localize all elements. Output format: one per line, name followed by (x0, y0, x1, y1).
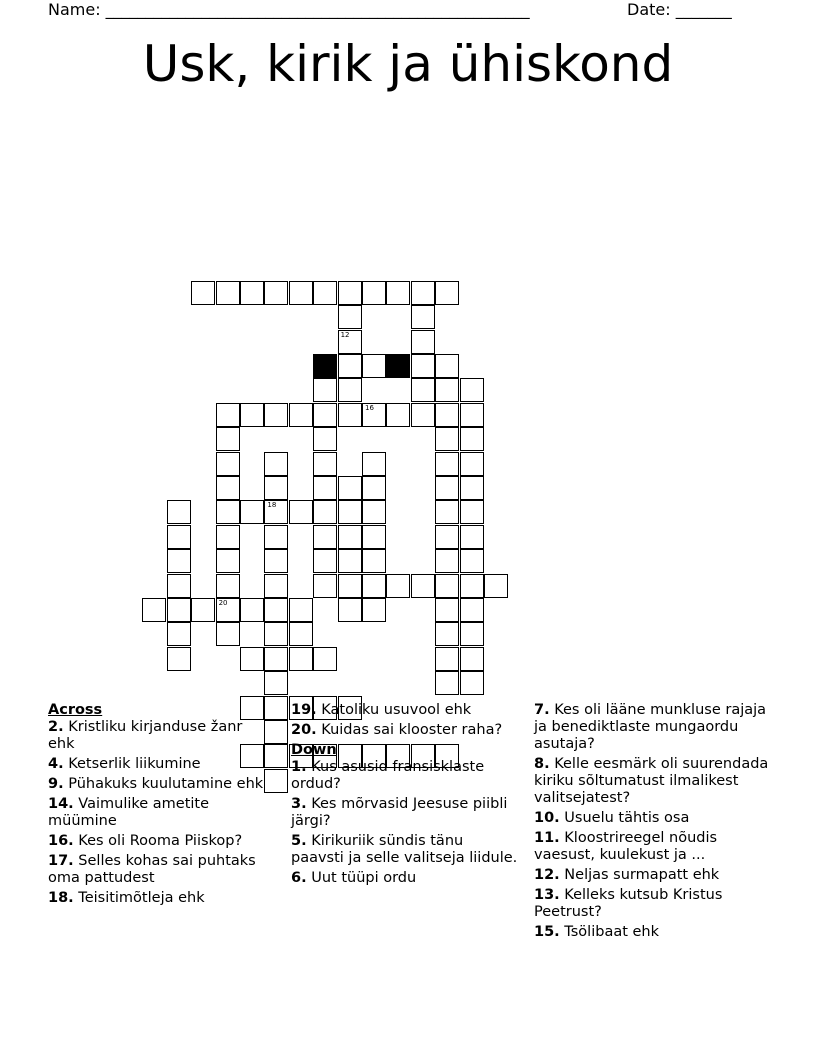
crossword-cell[interactable] (362, 476, 386, 500)
clue-item (48, 853, 273, 887)
clue-item (291, 796, 519, 830)
crossword-cell[interactable] (460, 549, 484, 573)
clue-number: 12 (340, 330, 350, 339)
crossword-cell[interactable] (435, 647, 459, 671)
clue-item-number: 16. (48, 833, 74, 849)
crossword-cell[interactable] (313, 476, 337, 500)
clue-item (291, 759, 519, 793)
crossword-cell[interactable] (313, 403, 337, 427)
crossword-cell[interactable] (167, 525, 191, 549)
clue-item-text: Ketserlik liikumine (68, 756, 201, 772)
date-field-label: Date: _______ (627, 0, 732, 19)
crossword-cell[interactable] (216, 403, 240, 427)
crossword-cell[interactable] (338, 281, 362, 305)
clue-item-number: 20. (291, 722, 317, 738)
crossword-cell[interactable] (435, 452, 459, 476)
crossword-cell[interactable] (289, 598, 313, 622)
crossword-cell[interactable] (167, 549, 191, 573)
crossword-cell[interactable] (264, 452, 288, 476)
crossword-cell[interactable] (264, 281, 288, 305)
clues-column-2 (291, 702, 519, 890)
crossword-cell[interactable] (435, 598, 459, 622)
crossword-cell[interactable] (167, 598, 191, 622)
crossword-cell[interactable] (289, 403, 313, 427)
crossword-cell[interactable] (191, 598, 215, 622)
crossword-cell[interactable] (362, 452, 386, 476)
crossword-cell[interactable] (435, 549, 459, 573)
crossword-cell[interactable] (289, 281, 313, 305)
crossword-cell[interactable] (264, 622, 288, 646)
crossword-cell[interactable] (460, 427, 484, 451)
crossword-cell[interactable] (313, 574, 337, 598)
crossword-cell[interactable] (362, 525, 386, 549)
crossword-cell[interactable] (484, 574, 508, 598)
crossword-cell[interactable] (167, 574, 191, 598)
clue-item (291, 702, 519, 719)
crossword-cell[interactable] (264, 500, 288, 524)
crossword-cell[interactable] (386, 403, 410, 427)
clue-item-text: Pühakuks kuulutamine ehk (68, 776, 264, 792)
crossword-cell[interactable] (264, 476, 288, 500)
crossword-cell[interactable] (313, 525, 337, 549)
crossword-cell[interactable] (216, 427, 240, 451)
clue-item (291, 722, 519, 739)
crossword-cell[interactable] (411, 574, 435, 598)
crossword-cell[interactable] (460, 452, 484, 476)
clue-item-text: Tsölibaat ehk (564, 924, 660, 940)
clues-column-1 (48, 702, 273, 910)
crossword-cell[interactable] (289, 622, 313, 646)
crossword-cell[interactable] (362, 281, 386, 305)
crossword-cell[interactable] (411, 281, 435, 305)
crossword-cell[interactable] (411, 330, 435, 354)
crossword-cell[interactable] (313, 647, 337, 671)
clue-number: 15 (389, 355, 399, 363)
crossword-cell[interactable] (411, 354, 435, 378)
clue-item (48, 756, 273, 773)
crossword-cell[interactable] (338, 598, 362, 622)
clue-item-number: 2. (48, 719, 64, 735)
clue-item-text: Teisitimõtleja ehk (78, 890, 205, 906)
clue-item-text: Katoliku usuvool ehk (321, 702, 472, 718)
crossword-cell[interactable] (313, 500, 337, 524)
crossword-cell[interactable] (313, 427, 337, 451)
clue-item-text: Kelle eesmärk oli suurendada kiriku sõltumatust ilmalikest valitsejatest? (534, 756, 769, 806)
clue-item (534, 756, 774, 807)
clue-item-number: 18. (48, 890, 74, 906)
crossword-cell[interactable] (216, 525, 240, 549)
crossword-cell[interactable] (338, 330, 362, 354)
crossword-cell[interactable] (167, 647, 191, 671)
crossword-cell[interactable] (338, 403, 362, 427)
black-square (313, 354, 337, 378)
crossword-cell[interactable] (191, 281, 215, 305)
crossword-cell[interactable] (411, 403, 435, 427)
black-square (386, 354, 410, 378)
clue-item-text: Kirikuriik sündis tänu paavsti ja selle valitseja liidule. (291, 833, 518, 866)
crossword-cell[interactable] (435, 671, 459, 695)
crossword-cell[interactable] (338, 525, 362, 549)
crossword-cell[interactable] (460, 598, 484, 622)
crossword-cell[interactable] (386, 574, 410, 598)
crossword-cell[interactable] (435, 574, 459, 598)
page-title: Usk, kirik ja ühiskond (142, 35, 674, 93)
crossword-cell[interactable] (460, 378, 484, 402)
crossword-cell[interactable] (362, 598, 386, 622)
clue-item (48, 833, 273, 850)
crossword-cell[interactable] (362, 500, 386, 524)
clue-item-number: 9. (48, 776, 64, 792)
crossword-cell[interactable] (460, 500, 484, 524)
crossword-cell[interactable] (142, 598, 166, 622)
clue-item-number: 19. (291, 702, 317, 718)
crossword-cell[interactable] (435, 500, 459, 524)
clue-item (534, 887, 774, 921)
crossword-cell[interactable] (216, 622, 240, 646)
crossword-cell[interactable] (386, 281, 410, 305)
crossword-cell[interactable] (435, 378, 459, 402)
crossword-cell[interactable] (264, 647, 288, 671)
crossword-cell[interactable] (460, 403, 484, 427)
crossword-cell[interactable] (435, 354, 459, 378)
crossword-cell[interactable] (338, 549, 362, 573)
clue-item-number: 10. (534, 810, 560, 826)
clue-item-number: 12. (534, 867, 560, 883)
clue-item-number: 4. (48, 756, 64, 772)
crossword-cell[interactable] (362, 403, 386, 427)
clue-item (48, 796, 273, 830)
crossword-cell[interactable] (216, 452, 240, 476)
clue-item (534, 810, 774, 827)
clue-item-number: 17. (48, 853, 74, 869)
crossword-cell[interactable] (460, 647, 484, 671)
crossword-cell[interactable] (216, 500, 240, 524)
crossword-cell[interactable] (435, 476, 459, 500)
crossword-cell[interactable] (240, 598, 264, 622)
clue-item-text: Kuidas sai klooster raha? (321, 722, 503, 738)
clue-item-number: 11. (534, 830, 560, 846)
crossword-cell[interactable] (362, 549, 386, 573)
crossword-cell[interactable] (362, 354, 386, 378)
clue-item-text: Selles kohas sai puhtaks oma pattudest (48, 853, 256, 886)
clue-item-text: Usuelu tähtis osa (564, 810, 690, 826)
clue-item-number: 5. (291, 833, 307, 849)
clue-item (291, 833, 519, 867)
clue-number: 20 (218, 599, 228, 607)
clue-item (534, 702, 774, 753)
crossword-cell[interactable] (435, 403, 459, 427)
crossword-cell[interactable] (289, 647, 313, 671)
crossword-cell[interactable] (240, 647, 264, 671)
crossword-cell[interactable] (216, 549, 240, 573)
crossword-cell[interactable] (338, 305, 362, 329)
clue-item-text: Neljas surmapatt ehk (564, 867, 720, 883)
clue-item-text: Kelleks kutsub Kristus Peetrust? (534, 887, 723, 920)
clue-item-text: Kus asusid fransisklaste ordud? (291, 759, 485, 792)
crossword-cell[interactable] (362, 574, 386, 598)
crossword-cell[interactable] (216, 574, 240, 598)
clue-item-number: 7. (534, 702, 550, 718)
crossword-cell[interactable] (338, 476, 362, 500)
across-heading: Across (48, 702, 103, 718)
crossword-cell[interactable] (338, 574, 362, 598)
crossword-cell[interactable] (240, 500, 264, 524)
crossword-cell[interactable] (264, 549, 288, 573)
crossword-cell[interactable] (411, 305, 435, 329)
clue-item-number: 6. (291, 870, 307, 886)
crossword-cell[interactable] (435, 427, 459, 451)
crossword-cell[interactable] (435, 525, 459, 549)
crossword-cell[interactable] (313, 452, 337, 476)
crossword-cell[interactable] (313, 378, 337, 402)
clue-item-number: 15. (534, 924, 560, 940)
clue-item-number: 14. (48, 796, 74, 812)
crossword-cell[interactable] (313, 281, 337, 305)
down-heading: Down (291, 742, 337, 758)
crossword-cell[interactable] (216, 476, 240, 500)
clue-item (534, 830, 774, 864)
clue-item-number: 13. (534, 887, 560, 903)
clue-item (48, 890, 273, 907)
crossword-cell[interactable] (460, 574, 484, 598)
clue-item (48, 719, 273, 753)
clue-item-text: Kloostrireegel nõudis vaesust, kuulekust ja ... (534, 830, 718, 863)
clue-number: 18 (267, 501, 277, 510)
clue-item (534, 867, 774, 884)
clue-item-number: 1. (291, 759, 307, 775)
crossword-cell[interactable] (435, 281, 459, 305)
crossword-cell[interactable] (264, 574, 288, 598)
name-field-label: Name: _____________________________________________________ (48, 0, 530, 19)
clue-item-text: Kes mõrvasid Jeesuse piibli järgi? (291, 796, 508, 829)
clue-item-number: 8. (534, 756, 550, 772)
crossword-cell[interactable] (264, 598, 288, 622)
crossword-cell[interactable] (460, 622, 484, 646)
crossword-cell[interactable] (264, 525, 288, 549)
clues-column-3 (534, 702, 774, 944)
crossword-cell[interactable] (435, 622, 459, 646)
crossword-cell[interactable] (240, 403, 264, 427)
crossword-cell[interactable] (264, 403, 288, 427)
crossword-cell[interactable] (216, 598, 240, 622)
clue-item-text: Kes oli Rooma Piiskop? (78, 833, 243, 849)
clue-item-number: 3. (291, 796, 307, 812)
clue-number: 16 (365, 403, 374, 412)
clue-item-text: Uut tüüpi ordu (311, 870, 417, 886)
clue-item (48, 776, 273, 793)
clue-item-text: Vaimulike ametite müümine (48, 796, 210, 829)
crossword-cell[interactable] (411, 378, 435, 402)
crossword-cell[interactable] (460, 476, 484, 500)
crossword-cell[interactable] (289, 500, 313, 524)
crossword-cell[interactable] (167, 500, 191, 524)
crossword-cell[interactable] (460, 525, 484, 549)
crossword-cell[interactable] (240, 281, 264, 305)
clue-item (534, 924, 774, 941)
clue-item (291, 870, 519, 887)
crossword-cell[interactable] (338, 354, 362, 378)
clue-item-text: Kristliku kirjanduse žanr ehk (48, 719, 243, 752)
clue-item-text: Kes oli lääne munkluse rajaja ja benediktlaste mungaordu asutaja? (534, 702, 767, 752)
crossword-cell[interactable] (264, 671, 288, 695)
crossword-cell[interactable] (338, 500, 362, 524)
crossword-cell[interactable] (216, 281, 240, 305)
crossword-cell[interactable] (460, 671, 484, 695)
crossword-cell[interactable] (338, 378, 362, 402)
crossword-cell[interactable] (313, 549, 337, 573)
crossword-cell[interactable] (167, 622, 191, 646)
